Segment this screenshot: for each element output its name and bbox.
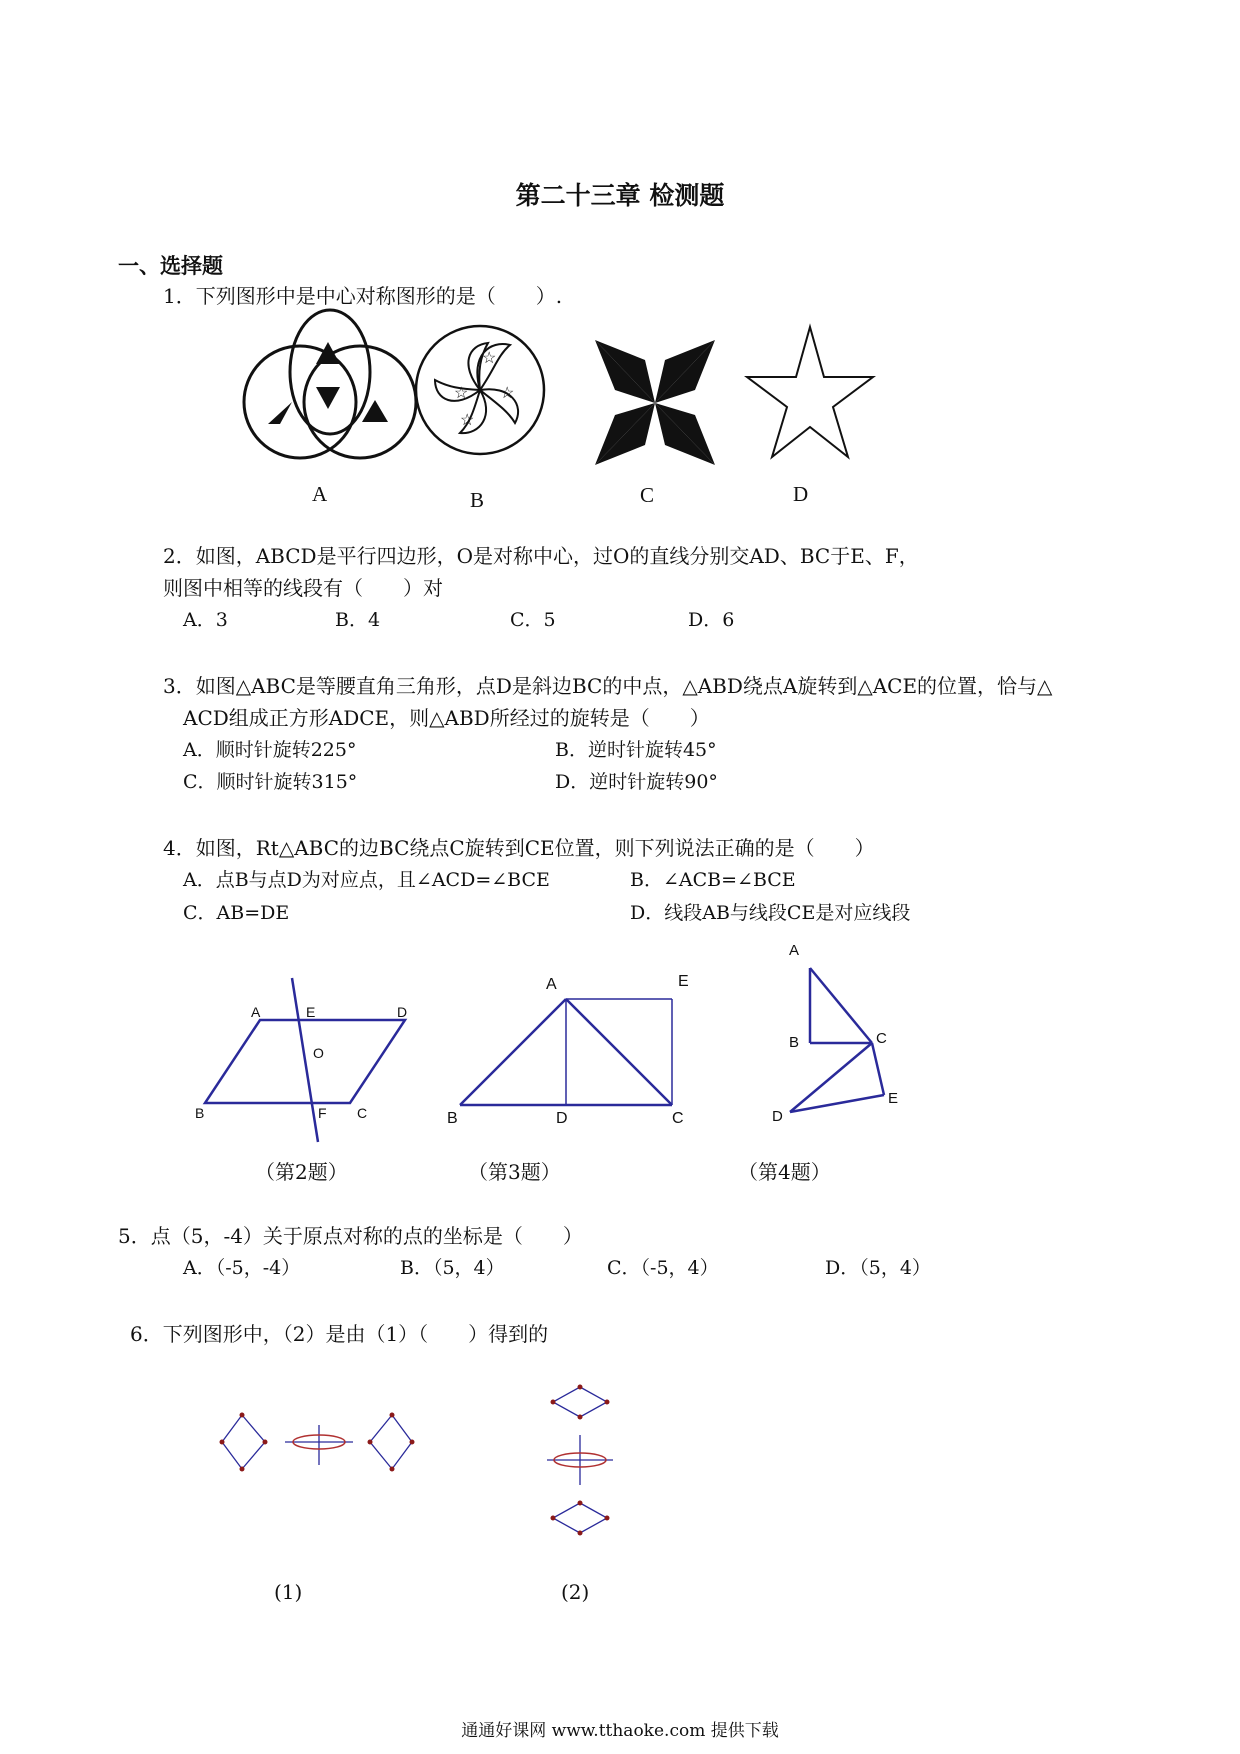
q3-option-b: B．逆时针旋转45°	[555, 739, 717, 761]
fig4-caption: （第4题）	[738, 1160, 831, 1184]
fig2-point-o: O	[313, 1045, 324, 1061]
q2-option-a: A．3	[183, 609, 228, 631]
fig4-point-c: C	[876, 1030, 887, 1047]
q4-option-a: A．点B与点D为对应点，且∠ACD=∠BCE	[183, 869, 550, 891]
q1-stem: 1．下列图形中是中心对称图形的是（ ）.	[163, 284, 563, 308]
svg-text:☆: ☆	[454, 383, 469, 402]
q6-stem: 6．下列图形中，（2）是由（1）（ ）得到的	[130, 1322, 549, 1346]
q5-option-d: D．（5，4）	[825, 1257, 931, 1279]
q1-label-c: C	[640, 483, 655, 507]
fig4-point-b: B	[789, 1034, 800, 1051]
q2-option-c: C．5	[510, 609, 556, 631]
section-heading-choice: 一、选择题	[118, 254, 223, 278]
q4-line1: 4．如图，Rt△ABC的边BC绕点C旋转到CE位置，则下列说法正确的是（ ）	[163, 836, 875, 860]
fig2-point-f: F	[318, 1105, 327, 1121]
page-title: 第二十三章 检测题	[515, 181, 725, 210]
q2-option-b: B．4	[335, 609, 381, 631]
q5-option-b: B．（5，4）	[400, 1257, 505, 1279]
q6-figure-1	[210, 1405, 430, 1495]
q4-option-d: D．线段AB与线段CE是对应线段	[630, 902, 911, 924]
q3-option-d: D．逆时针旋转90°	[555, 771, 718, 793]
q3-line1: 3．如图△ABC是等腰直角三角形，点D是斜边BC的中点，△ABD绕点A旋转到△ACE的位置，恰与△	[163, 674, 1053, 698]
fig3-point-d: D	[556, 1110, 568, 1127]
q6-caption-1: (1)	[274, 1580, 303, 1604]
q3-option-a: A．顺时针旋转225°	[183, 739, 357, 761]
fig3-point-a: A	[546, 976, 557, 993]
q2-option-d: D．6	[688, 609, 735, 631]
fig3-caption: （第3题）	[468, 1160, 561, 1184]
fig3-triangle-square	[450, 975, 690, 1125]
q1-figure-d	[745, 325, 875, 465]
fig4-point-d: D	[772, 1108, 783, 1125]
q4-option-c: C．AB=DE	[183, 902, 290, 924]
q1-label-d: D	[793, 482, 809, 506]
svg-text:☆: ☆	[460, 410, 475, 429]
footer-source: 通通好课网 www.tthaoke.com 提供下载	[461, 1721, 779, 1741]
q1-label-b: B	[470, 488, 485, 512]
fig2-parallelogram	[190, 970, 420, 1150]
q2-line2: 则图中相等的线段有（ ）对	[163, 576, 443, 600]
fig3-point-b: B	[447, 1110, 458, 1127]
fig3-point-e: E	[678, 973, 689, 990]
q5-option-c: C．（-5，4）	[607, 1257, 719, 1279]
q3-option-c: C．顺时针旋转315°	[183, 771, 358, 793]
q5-option-a: A．（-5，-4）	[183, 1257, 301, 1279]
q1-figure-c	[590, 335, 720, 470]
svg-text:☆: ☆	[500, 383, 515, 402]
q6-figure-2	[535, 1385, 625, 1535]
q1-figure-b	[410, 315, 550, 465]
svg-text:☆: ☆	[482, 348, 497, 367]
q4-option-b: B．∠ACB=∠BCE	[630, 869, 796, 891]
fig2-caption: （第2题）	[255, 1160, 348, 1184]
fig2-point-d: D	[397, 1004, 408, 1020]
q3-line2: ACD组成正方形ADCE，则△ABD所经过的旋转是（ ）	[183, 706, 710, 730]
fig4-point-a: A	[789, 942, 800, 959]
fig2-point-b: B	[195, 1105, 205, 1121]
q5-stem: 5．点（5，-4）关于原点对称的点的坐标是（ ）	[118, 1224, 583, 1248]
fig2-point-c: C	[357, 1105, 368, 1121]
q2-line1: 2．如图，ABCD是平行四边形，O是对称中心，过O的直线分别交AD、BC于E、F，	[163, 544, 919, 568]
q1-label-a: A	[312, 482, 328, 506]
fig3-point-c: C	[672, 1110, 684, 1127]
q1-figure-a	[240, 312, 420, 472]
fig4-point-e: E	[888, 1090, 899, 1107]
fig2-point-a: A	[251, 1004, 261, 1020]
q6-caption-2: (2)	[561, 1580, 590, 1604]
fig2-point-e: E	[306, 1004, 316, 1020]
